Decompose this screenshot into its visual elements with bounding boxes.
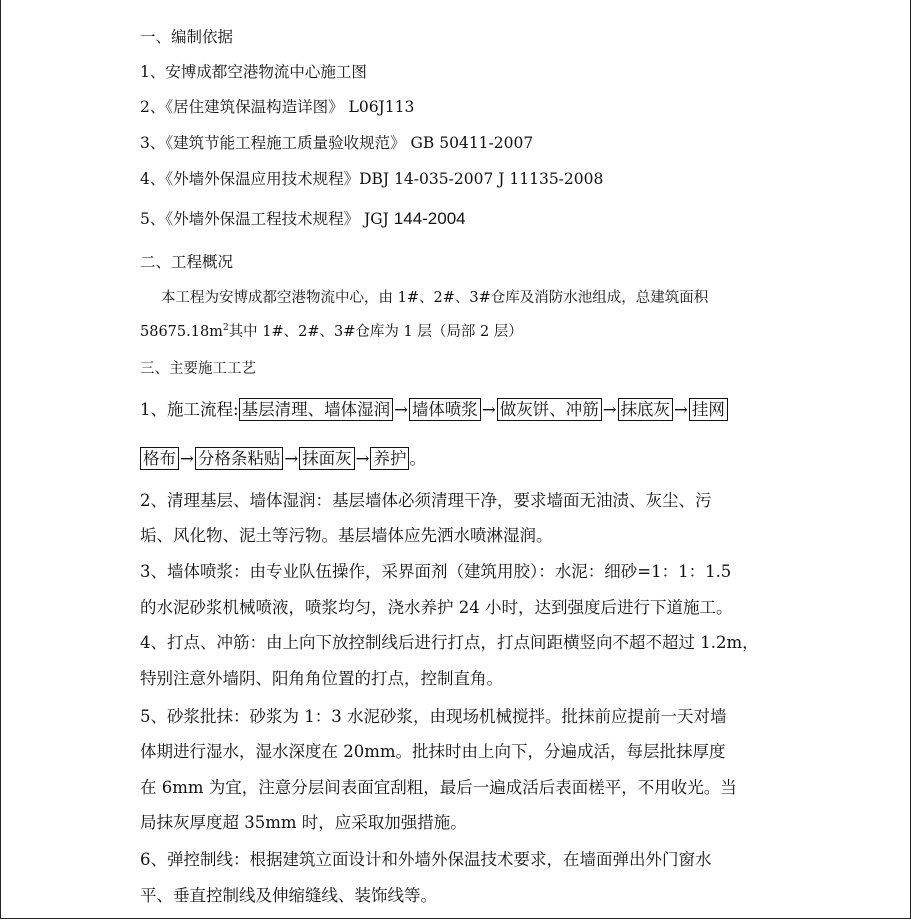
basis-item: 2、《居住建筑保温构造详图》 L06J113 <box>140 98 415 116</box>
basis-item: 1、安博成都空港物流中心施工图 <box>140 63 367 81</box>
process-flow-line <box>140 447 426 470</box>
process-text-line: 平、垂直控制线及伸缩缝线、装饰线等。 <box>140 886 437 905</box>
flow-arrow: → <box>674 400 688 419</box>
flow-step-box: 做灰饼、冲筋 <box>497 398 602 421</box>
flow-end: 。 <box>409 449 426 468</box>
flow-step-box: 分格条粘贴 <box>195 447 284 470</box>
basis-item: 3、《建筑节能工程施工质量验收规范》 GB 50411-2007 <box>140 134 534 152</box>
process-text-line: 在 6mm 为宜，注意分层间表面宜刮粗，最后一遍成活后表面槎平，不用收光。当 <box>140 778 737 797</box>
process-flow-line <box>140 398 728 421</box>
process-text-line: 局抹灰厚度超 35mm 时，应采取加强措施。 <box>140 813 467 832</box>
overview-paragraph-line: 本工程为安博成都空港物流中心，由 1#、2#、3#仓库及消防水池组成，总建筑面积 <box>161 290 709 306</box>
section-heading-basis: 一、编制依据 <box>140 28 234 46</box>
flow-arrow: → <box>602 400 617 419</box>
flow-arrow: → <box>284 449 299 468</box>
overview-text: 其中 1#、2#、3#仓库为 1 层（局部 2 层） <box>228 324 523 340</box>
basis-item <box>140 208 466 230</box>
flow-step-box: 抹底灰 <box>618 398 674 421</box>
flow-step-box: 墙体喷浆 <box>409 398 481 421</box>
flow-arrow: → <box>180 449 194 468</box>
process-text-line: 5、砂浆批抹：砂浆为 1：3 水泥砂浆，由现场机械搅拌。批抹前应提前一天对墙 <box>140 707 727 726</box>
flow-step-box: 基层清理、墙体湿润 <box>239 398 394 421</box>
process-text-line: 2、清理基层、墙体湿润：基层墙体必须清理干净，要求墙面无油渍、灰尘、污 <box>140 491 712 510</box>
basis-item-code: 144-2004 <box>393 209 466 228</box>
flow-step-box: 抹面灰 <box>299 447 355 470</box>
process-text-line: 的水泥砂浆机械喷液，喷浆均匀，浇水养护 24 小时，达到强度后进行下道施工。 <box>140 598 733 617</box>
process-text-line: 4、打点、冲筋：由上向下放控制线后进行打点，打点间距横竖向不超不超过 1.2m， <box>140 633 759 652</box>
flow-arrow: → <box>481 400 496 419</box>
process-text-line: 体期进行湿水，湿水深度在 20mm。批抹时由上向下，分遍成活，每层批抹厚度 <box>140 742 726 761</box>
flow-step-box: 挂网 <box>689 398 728 421</box>
section-heading-process: 三、主要施工工艺 <box>140 361 256 377</box>
area-unit-superscript: 2 <box>222 323 229 334</box>
flow-arrow: → <box>355 449 370 468</box>
basis-item-text: 5、《外墙外保温工程技术规程》 JGJ <box>140 210 394 228</box>
area-value: 58675.18m <box>140 324 223 340</box>
overview-paragraph-line <box>140 321 523 343</box>
flow-step-box: 养护 <box>370 447 409 470</box>
flow-step-box: 格布 <box>140 447 179 470</box>
process-text-line: 垢、风化物、泥土等污物。基层墙体应先洒水喷淋湿润。 <box>140 526 553 545</box>
process-text-line: 特别注意外墙阴、阳角角位置的打点，控制直角。 <box>140 669 503 688</box>
flow-prefix: 1、施工流程: <box>140 400 239 419</box>
process-text-line: 6、弹控制线：根据建筑立面设计和外墙外保温技术要求，在墙面弹出外门窗水 <box>140 850 712 869</box>
process-text-line: 3、墙体喷浆：由专业队伍操作，采界面剂（建筑用胶）：水泥：细砂=1：1：1.5 <box>140 562 732 581</box>
flow-arrow: → <box>394 400 408 419</box>
basis-item: 4、《外墙外保温应用技术规程》DBJ 14-035-2007 J 11135-2008 <box>140 170 604 188</box>
section-heading-overview: 二、工程概况 <box>140 253 234 271</box>
